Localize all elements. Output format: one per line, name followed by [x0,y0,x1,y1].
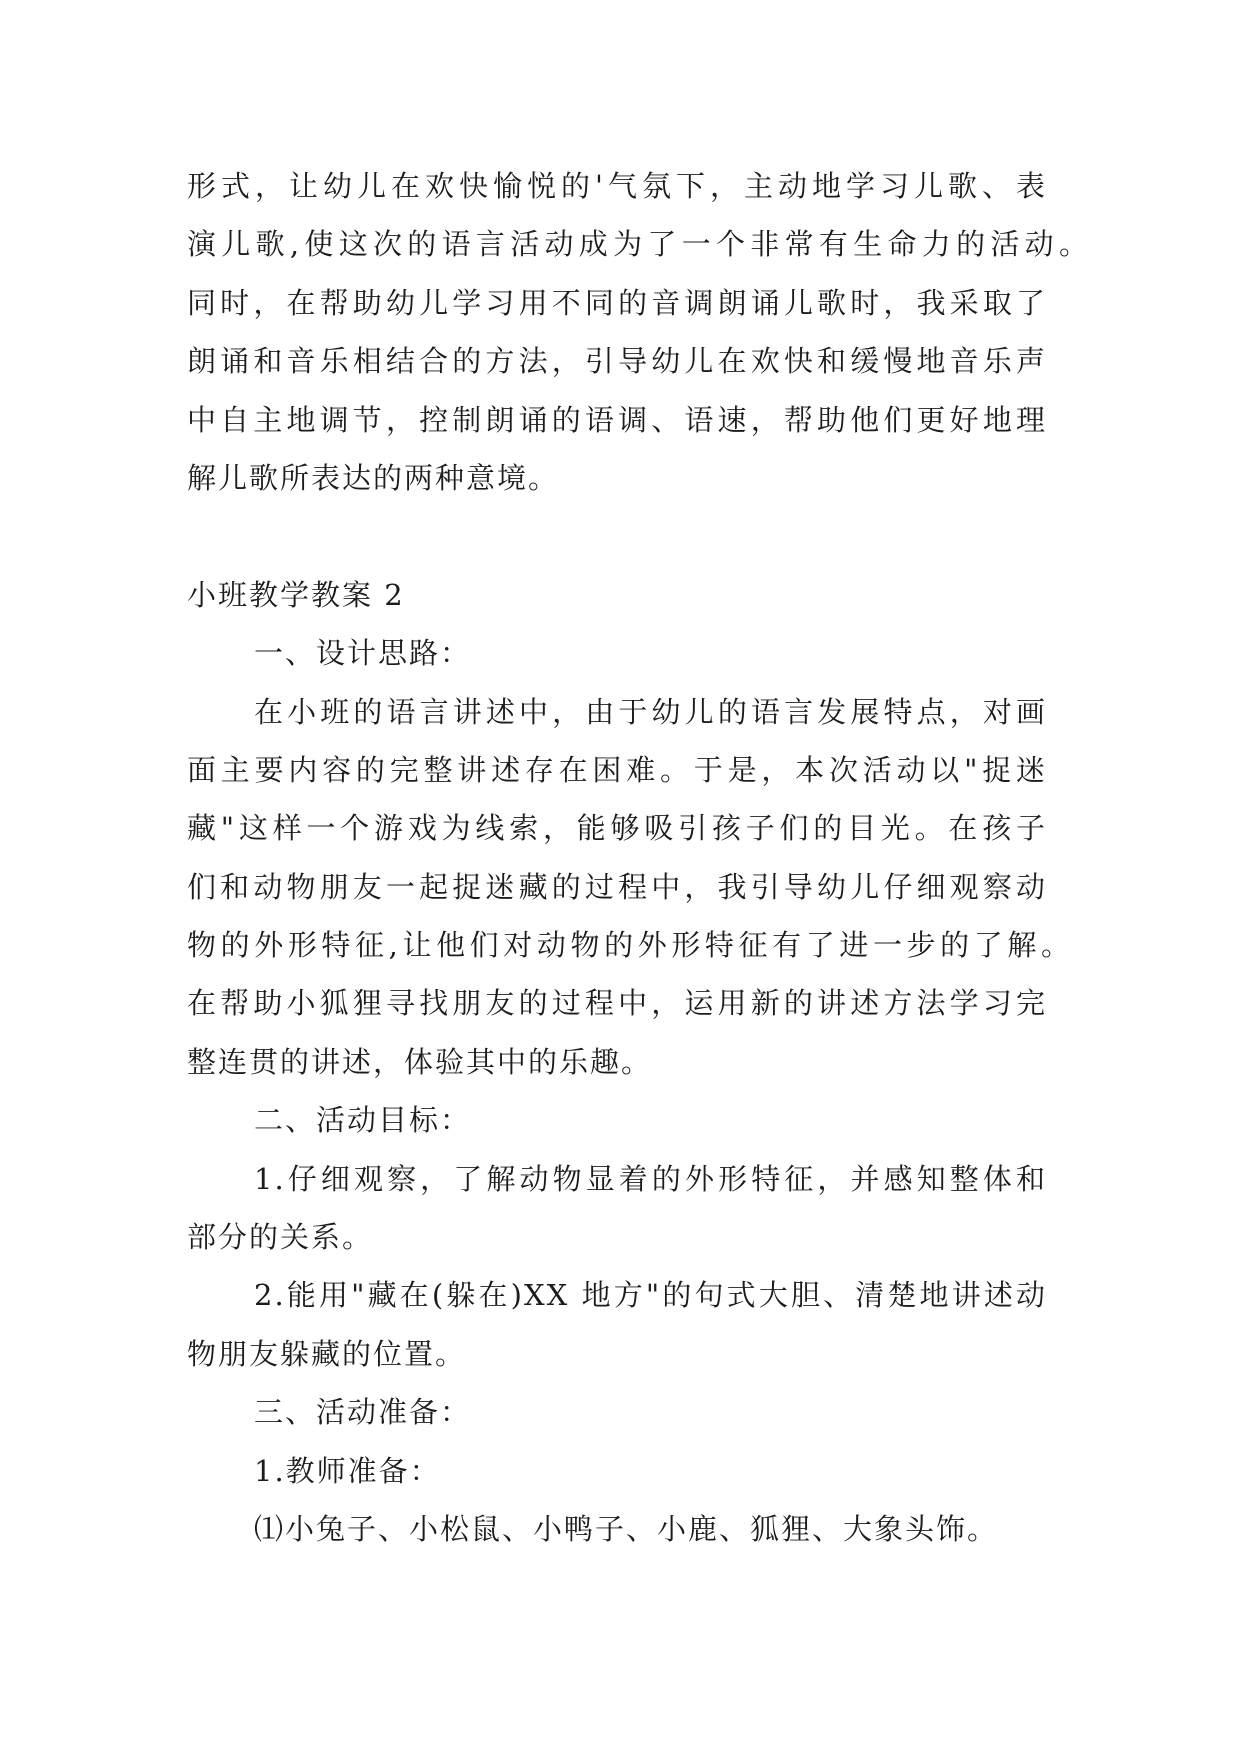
paragraph-design [187,683,1072,1092]
text-line: 藏"这样一个游戏为线索，能够吸引孩子们的目光。在孩子 [187,811,1047,846]
section-heading-preparation: 三、活动准备： [254,1395,472,1430]
section-title: 小班教学教案 2 [187,577,405,612]
goal-item-2 [187,1266,1067,1383]
paragraph-continued [187,157,1090,507]
text-line: 形式，让幼儿在欢快愉悦的'气氛下，主动地学习儿歌、表 [187,169,1047,203]
text-line: 在帮助小狐狸寻找朋友的过程中，运用新的讲述方法学习完 [187,986,1047,1021]
text-line: 部分的关系。 [187,1220,374,1255]
text-line: 2.能用"藏在(躲在)XX 地方"的句式大胆、清楚地讲述动 [254,1278,1047,1313]
text-line: 们和动物朋友一起捉迷藏的过程中，我引导幼儿仔细观察动 [187,869,1047,904]
section-heading-goals: 二、活动目标： [254,1103,472,1138]
preparation-item-teacher: 1.教师准备： [254,1453,441,1488]
document-body [187,157,1090,1558]
text-line: 面主要内容的完整讲述存在困难。于是，本次活动以"捉迷 [187,752,1047,787]
section-heading-design: 一、设计思路： [254,636,472,671]
text-line: 在小班的语言讲述中，由于幼儿的语言发展特点，对画 [254,694,1047,729]
text-line: 物朋友躲藏的位置。 [187,1336,467,1371]
text-line: 演儿歌,使这次的语言活动成为了一个非常有生命力的活动。 [187,227,1090,262]
text-line: 1.仔细观察，了解动物显着的外形特征，并感知整体和 [254,1161,1047,1196]
blank-line [187,507,1067,565]
text-line: 同时，在帮助幼儿学习用不同的音调朗诵儿歌时，我采取了 [187,285,1047,320]
text-line: 整连贯的讲述，体验其中的乐趣。 [187,1044,653,1079]
text-line: 物的外形特征,让他们对动物的外形特征有了进一步的了解。 [187,928,1072,963]
text-line: 解儿歌所表达的两种意境。 [187,460,560,495]
goal-item-1 [187,1150,1067,1267]
text-line: 中自主地调节，控制朗诵的语调、语速，帮助他们更好地理 [187,402,1047,437]
text-line: 朗诵和音乐相结合的方法，引导幼儿在欢快和缓慢地音乐声 [187,344,1047,379]
preparation-sub-item-1: ⑴小兔子、小松鼠、小鸭子、小鹿、狐狸、大象头饰。 [254,1511,999,1546]
